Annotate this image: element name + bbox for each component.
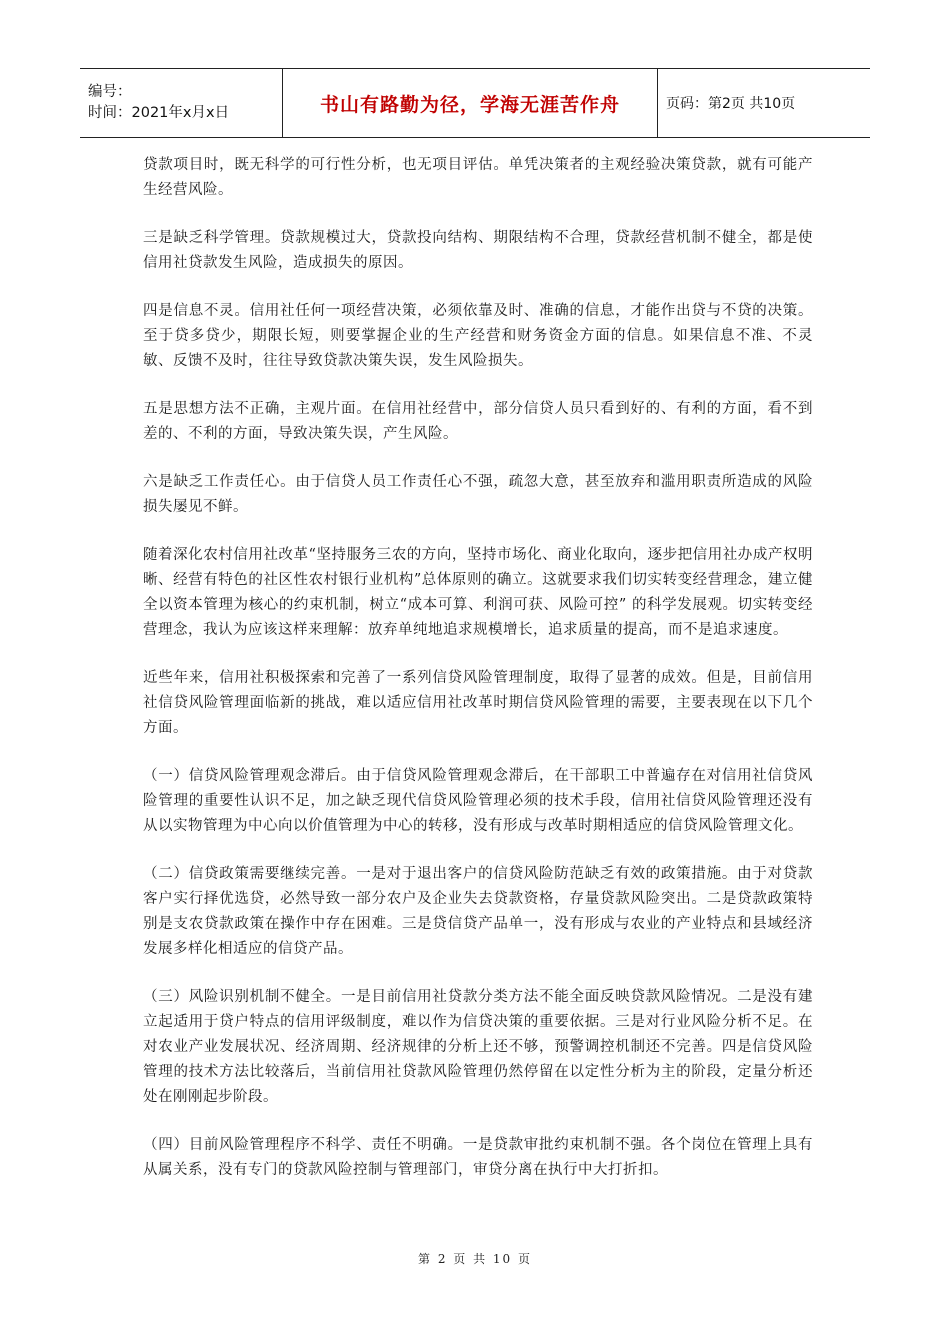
body-paragraph: 随着深化农村信用社改革“坚持服务三农的方向，坚持市场化、商业化取向，逐步把信用社办成产权明晰、经营有特色的社区性农村银行业机构”总体原则的确立。这就要求我们切实转变经营理念，建立健全以资本管理为核心的约束机制，树立“成本可算、利润可获、风险可控” 的科学发展观。切实转变经营理念，我认为应该这样来理解：放弃单纯地追求规模增长，追求质量的提高，而不是追求速度。 — [143, 547, 813, 638]
header-motto-cell — [283, 69, 658, 137]
body-paragraph: （三）风险识别机制不健全。一是目前信用社贷款分类方法不能全面反映贷款风险情况。二是没有建立起适用于贷户特点的信用评级制度，难以作为信贷决策的重要依据。三是对行业风险分析不足。在对农业产业发展状况、经济周期、经济规律的分析上还不够，预警调控机制还不完善。四是信贷风险管理的技术方法比较落后，当前信用社贷款风险管理仍然停留在以定性分析为主的阶段，定量分析还处在刚刚起步阶段。 — [143, 989, 813, 1105]
body-paragraph: 近些年来，信用社积极探索和完善了一系列信贷风险管理制度，取得了显著的成效。但是，目前信用社信贷风险管理面临新的挑战，难以适应信用社改革时期信贷风险管理的需要，主要表现在以下几个方面。 — [143, 670, 813, 736]
header-motto: 书山有路勤为径，学海无涯苦作舟 — [319, 93, 620, 116]
body-paragraph: 六是缺乏工作责任心。由于信贷人员工作责任心不强，疏忽大意，甚至放弃和滥用职责所造成的风险损失屡见不鲜。 — [143, 474, 813, 515]
body-paragraph: （二）信贷政策需要继续完善。一是对于退出客户的信贷风险防范缺乏有效的政策措施。由于对贷款客户实行择优选贷，必然导致一部分农户及企业失去贷款资格，存量贷款风险突出。二是贷款政策特别是支农贷款政策在操作中存在困难。三是贷信贷产品单一，没有形成与农业的产业特点和县域经济发展多样化相适应的信贷产品。 — [143, 866, 813, 957]
document-date: 时间：2021年x月x日 — [88, 105, 230, 121]
header-meta — [80, 69, 283, 137]
header-page-number: 页码：第2页 共10页 — [666, 96, 796, 112]
document-body — [143, 153, 813, 1206]
header-page-cell — [658, 69, 870, 137]
body-paragraph: 贷款项目时，既无科学的可行性分析，也无项目评估。单凭决策者的主观经验决策贷款，就有可能产生经营风险。 — [143, 157, 813, 198]
body-paragraph: 四是信息不灵。信用社任何一项经营决策，必须依靠及时、准确的信息，才能作出贷与不贷的决策。至于贷多贷少，期限长短，则要掌握企业的生产经营和财务资金方面的信息。如果信息不准、不灵敏、反馈不及时，往往导致贷款决策失误，发生风险损失。 — [143, 303, 813, 369]
body-paragraph: （一）信贷风险管理观念滞后。由于信贷风险管理观念滞后，在干部职工中普遍存在对信用社信贷风险管理的重要性认识不足，加之缺乏现代信贷风险管理必须的技术手段，信用社信贷风险管理还没有从以实物管理为中心向以价值管理为中心的转移，没有形成与改革时期相适应的信贷风险管理文化。 — [143, 768, 813, 834]
body-paragraph: 三是缺乏科学管理。贷款规模过大，贷款投向结构、期限结构不合理，贷款经营机制不健全，都是使信用社贷款发生风险，造成损失的原因。 — [143, 230, 813, 271]
page-header — [80, 68, 870, 138]
body-paragraph: 五是思想方法不正确，主观片面。在信用社经营中，部分信贷人员只看到好的、有利的方面，看不到差的、不利的方面，导致决策失误，产生风险。 — [143, 401, 813, 442]
page-footer: 第 2 页 共 10 页 — [418, 1252, 532, 1266]
document-number-label: 编号： — [88, 84, 132, 100]
body-paragraph: （四）目前风险管理程序不科学、责任不明确。一是贷款审批约束机制不强。各个岗位在管理上具有从属关系，没有专门的贷款风险控制与管理部门，审贷分离在执行中大打折扣。 — [143, 1137, 813, 1178]
